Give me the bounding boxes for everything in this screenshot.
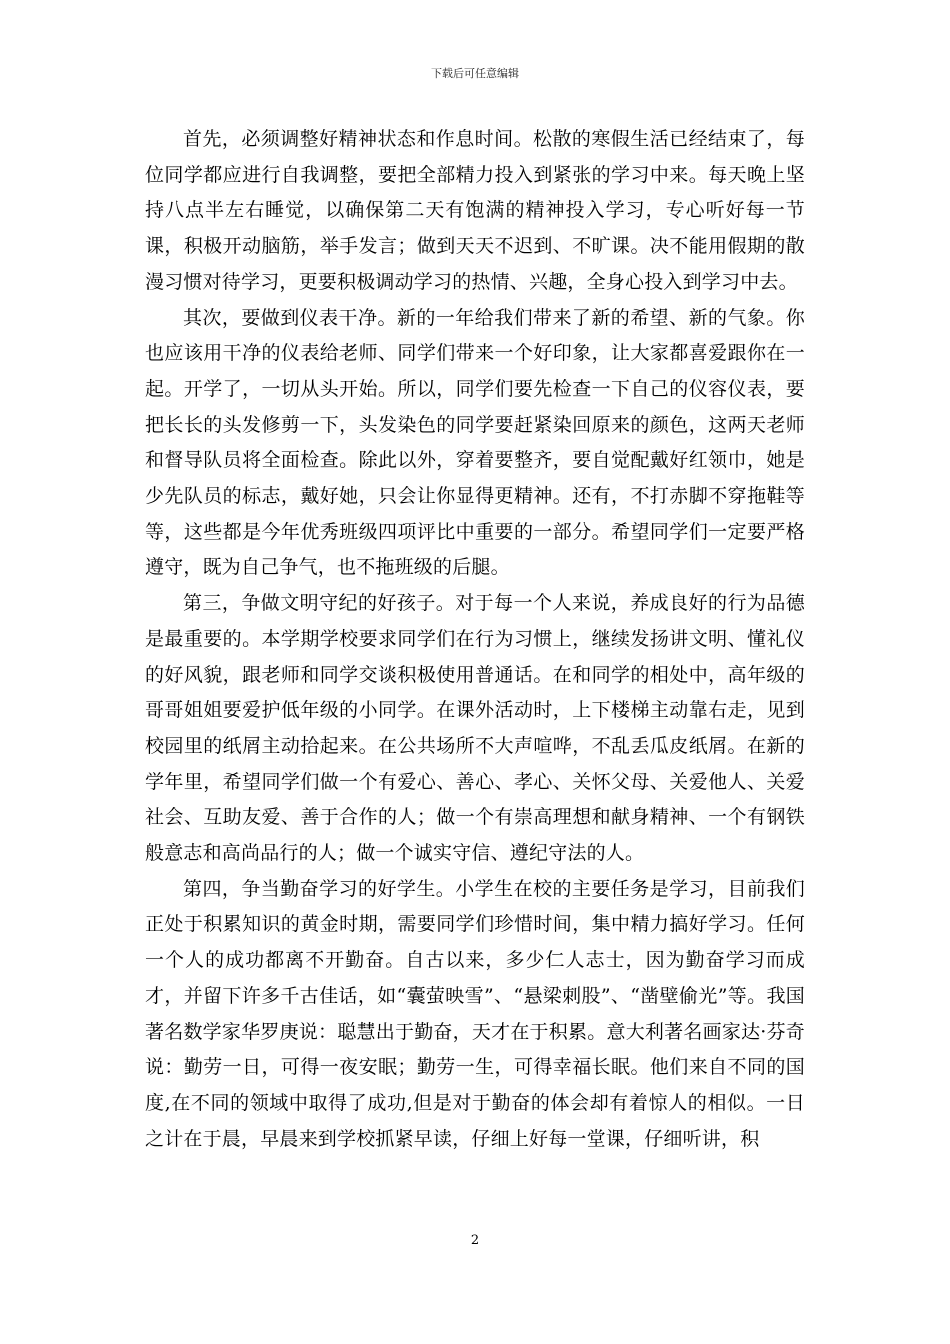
page-header: 下载后可任意编辑: [431, 67, 519, 80]
paragraph-2: 其次，要做到仪表干净。新的一年给我们带来了新的希望、新的气象。你也应该用干净的仪表给老师、同学们带来一个好印象，让大家都喜爱跟你在一起。开学了，一切从头开始。所以，同学们要先检查一下自己的仪容仪表，要把长长的头发修剪一下，头发染色的同学要赶紧染回原来的颜色，这两天老师和督导队员将全面检查。除此以外，穿着要整齐，要自觉配戴好红领巾，她是少先队员的标志，戴好她，只会让你显得更精神。还有，不打赤脚不穿拖鞋等等，这些都是今年优秀班级四项评比中重要的一部分。希望同学们一定要严格遵守，既为自己争气，也不拖班级的后腿。: [145, 306, 805, 579]
page-number: 2: [470, 1233, 480, 1248]
document-body: [145, 122, 805, 1157]
paragraph-4: 第四，争当勤奋学习的好学生。小学生在校的主要任务是学习，目前我们正处于积累知识的黄金时期，需要同学们珍惜时间，集中精力搞好学习。任何一个人的成功都离不开勤奋。自古以来，多少仁人志士，因为勤奋学习而成才，并留下许多千古佳话，如“囊萤映雪”、“悬梁刺股”、“凿壁偷光”等。我国著名数学家华罗庚说：聪慧出于勤奋，天才在于积累。意大利著名画家达·芬奇说：勤劳一日，可得一夜安眠；勤劳一生，可得幸福长眠。他们来自不同的国度,在不同的领域中取得了成功,但是对于勤奋的体会却有着惊人的相似。一日之计在于晨，早晨来到学校抓紧早读，仔细上好每一堂课，仔细听讲，积: [145, 877, 805, 1150]
paragraph-1: 首先，必须调整好精神状态和作息时间。松散的寒假生活已经结束了，每位同学都应进行自我调整，要把全部精力投入到紧张的学习中来。每天晚上坚持八点半左右睡觉，以确保第二天有饱满的精神投入学习，专心听好每一节课，积极开动脑筋，举手发言；做到天天不迟到、不旷课。决不能用假期的散漫习惯对待学习，更要积极调动学习的热情、兴趣，全身心投入到学习中去。: [145, 128, 805, 293]
paragraph-3: 第三，争做文明守纪的好孩子。对于每一个人来说，养成良好的行为品德是最重要的。本学期学校要求同学们在行为习惯上，继续发扬讲文明、懂礼仪的好风貌，跟老师和同学交谈积极使用普通话。在和同学的相处中，高年级的哥哥姐姐要爱护低年级的小同学。在课外活动时，上下楼梯主动靠右走，见到校园里的纸屑主动拾起来。在公共场所不大声喧哗，不乱丢瓜皮纸屑。在新的学年里，希望同学们做一个有爱心、善心、孝心、关怀父母、关爱他人、关爱社会、互助友爱、善于合作的人；做一个有崇高理想和献身精神、一个有钢铁般意志和高尚品行的人；做一个诚实守信、遵纪守法的人。: [145, 592, 805, 865]
